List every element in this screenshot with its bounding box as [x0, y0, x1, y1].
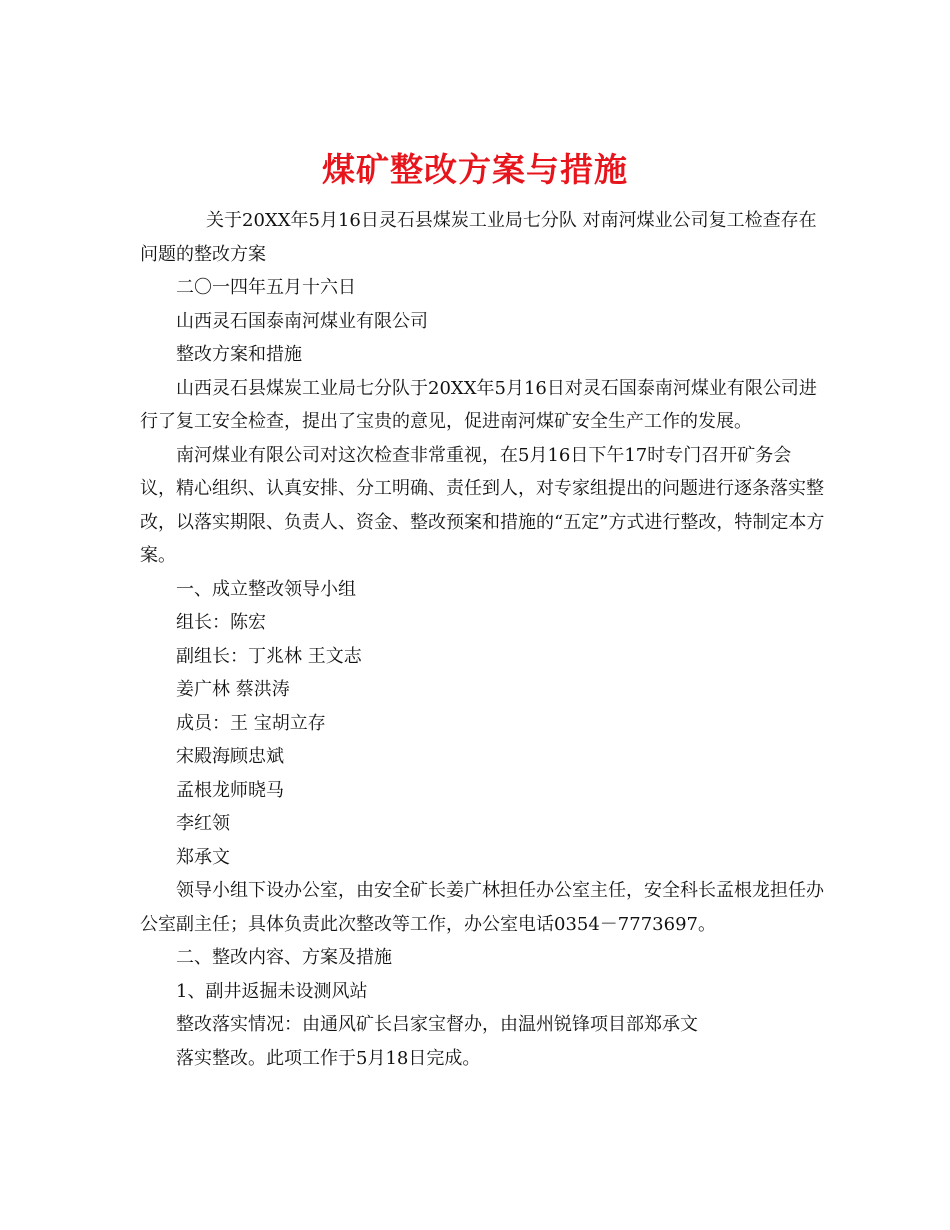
completion-line: 落实整改。此项工作于5月18日完成。: [176, 1047, 481, 1069]
item-heading-1: 1、副井返掘未设测风站: [176, 980, 368, 1002]
document-title: 煤矿整改方案与措施: [322, 150, 628, 190]
rectification-status-line: 整改落实情况：由通风矿长吕家宝督办，由温州锐锋项目部郑承文: [176, 1014, 698, 1035]
inspection-paragraph: 山西灵石县煤炭工业局七分队于20XX年5月16日对灵石国泰南河煤业有限公司进行了复工安全检查，提出了宝贵的意见，促进南河煤矿安全生产工作的发展。: [140, 377, 817, 432]
deputy-leader-line-2: 姜广林 蔡洪涛: [176, 679, 290, 700]
office-paragraph: 领导小组下设办公室，由安全矿长姜广林担任办公室主任，安全科长孟根龙担任办公室副主任；具体负责此次整改等工作，办公室电话0354－7773697。: [140, 880, 824, 935]
members-line-4: 李红领: [176, 813, 230, 834]
meeting-paragraph: 南河煤业有限公司对这次检查非常重视，在5月16日下午17时专门召开矿务会议，精心组织、认真安排、分工明确、责任到人，对专家组提出的问题进行逐条落实整改，以落实期限、负责人、资金、整改预案和措施的“五定”方式进行整改，特制定本方案。: [140, 444, 825, 566]
intro-paragraph: 关于20XX年5月16日灵石县煤炭工业局七分队 对南河煤业公司复工检查存在问题的整改方案: [140, 210, 817, 265]
deputy-leader-line: 副组长：丁兆林 王文志: [176, 645, 362, 667]
section-heading-2: 二、整改内容、方案及措施: [176, 947, 392, 968]
section-heading-1: 一、成立整改领导小组: [176, 578, 356, 600]
document-body: [140, 204, 825, 1075]
members-line-3: 孟根龙师晓马: [176, 779, 284, 801]
subtitle-line: 整改方案和措施: [176, 344, 302, 365]
members-line-2: 宋殿海顾忠斌: [176, 746, 284, 767]
date-line: 二〇一四年五月十六日: [176, 277, 356, 298]
members-line: 成员：王 宝胡立存: [176, 712, 326, 734]
company-name: 山西灵石国泰南河煤业有限公司: [176, 310, 428, 332]
leader-line: 组长：陈宏: [176, 612, 266, 633]
members-line-5: 郑承文: [176, 846, 230, 868]
